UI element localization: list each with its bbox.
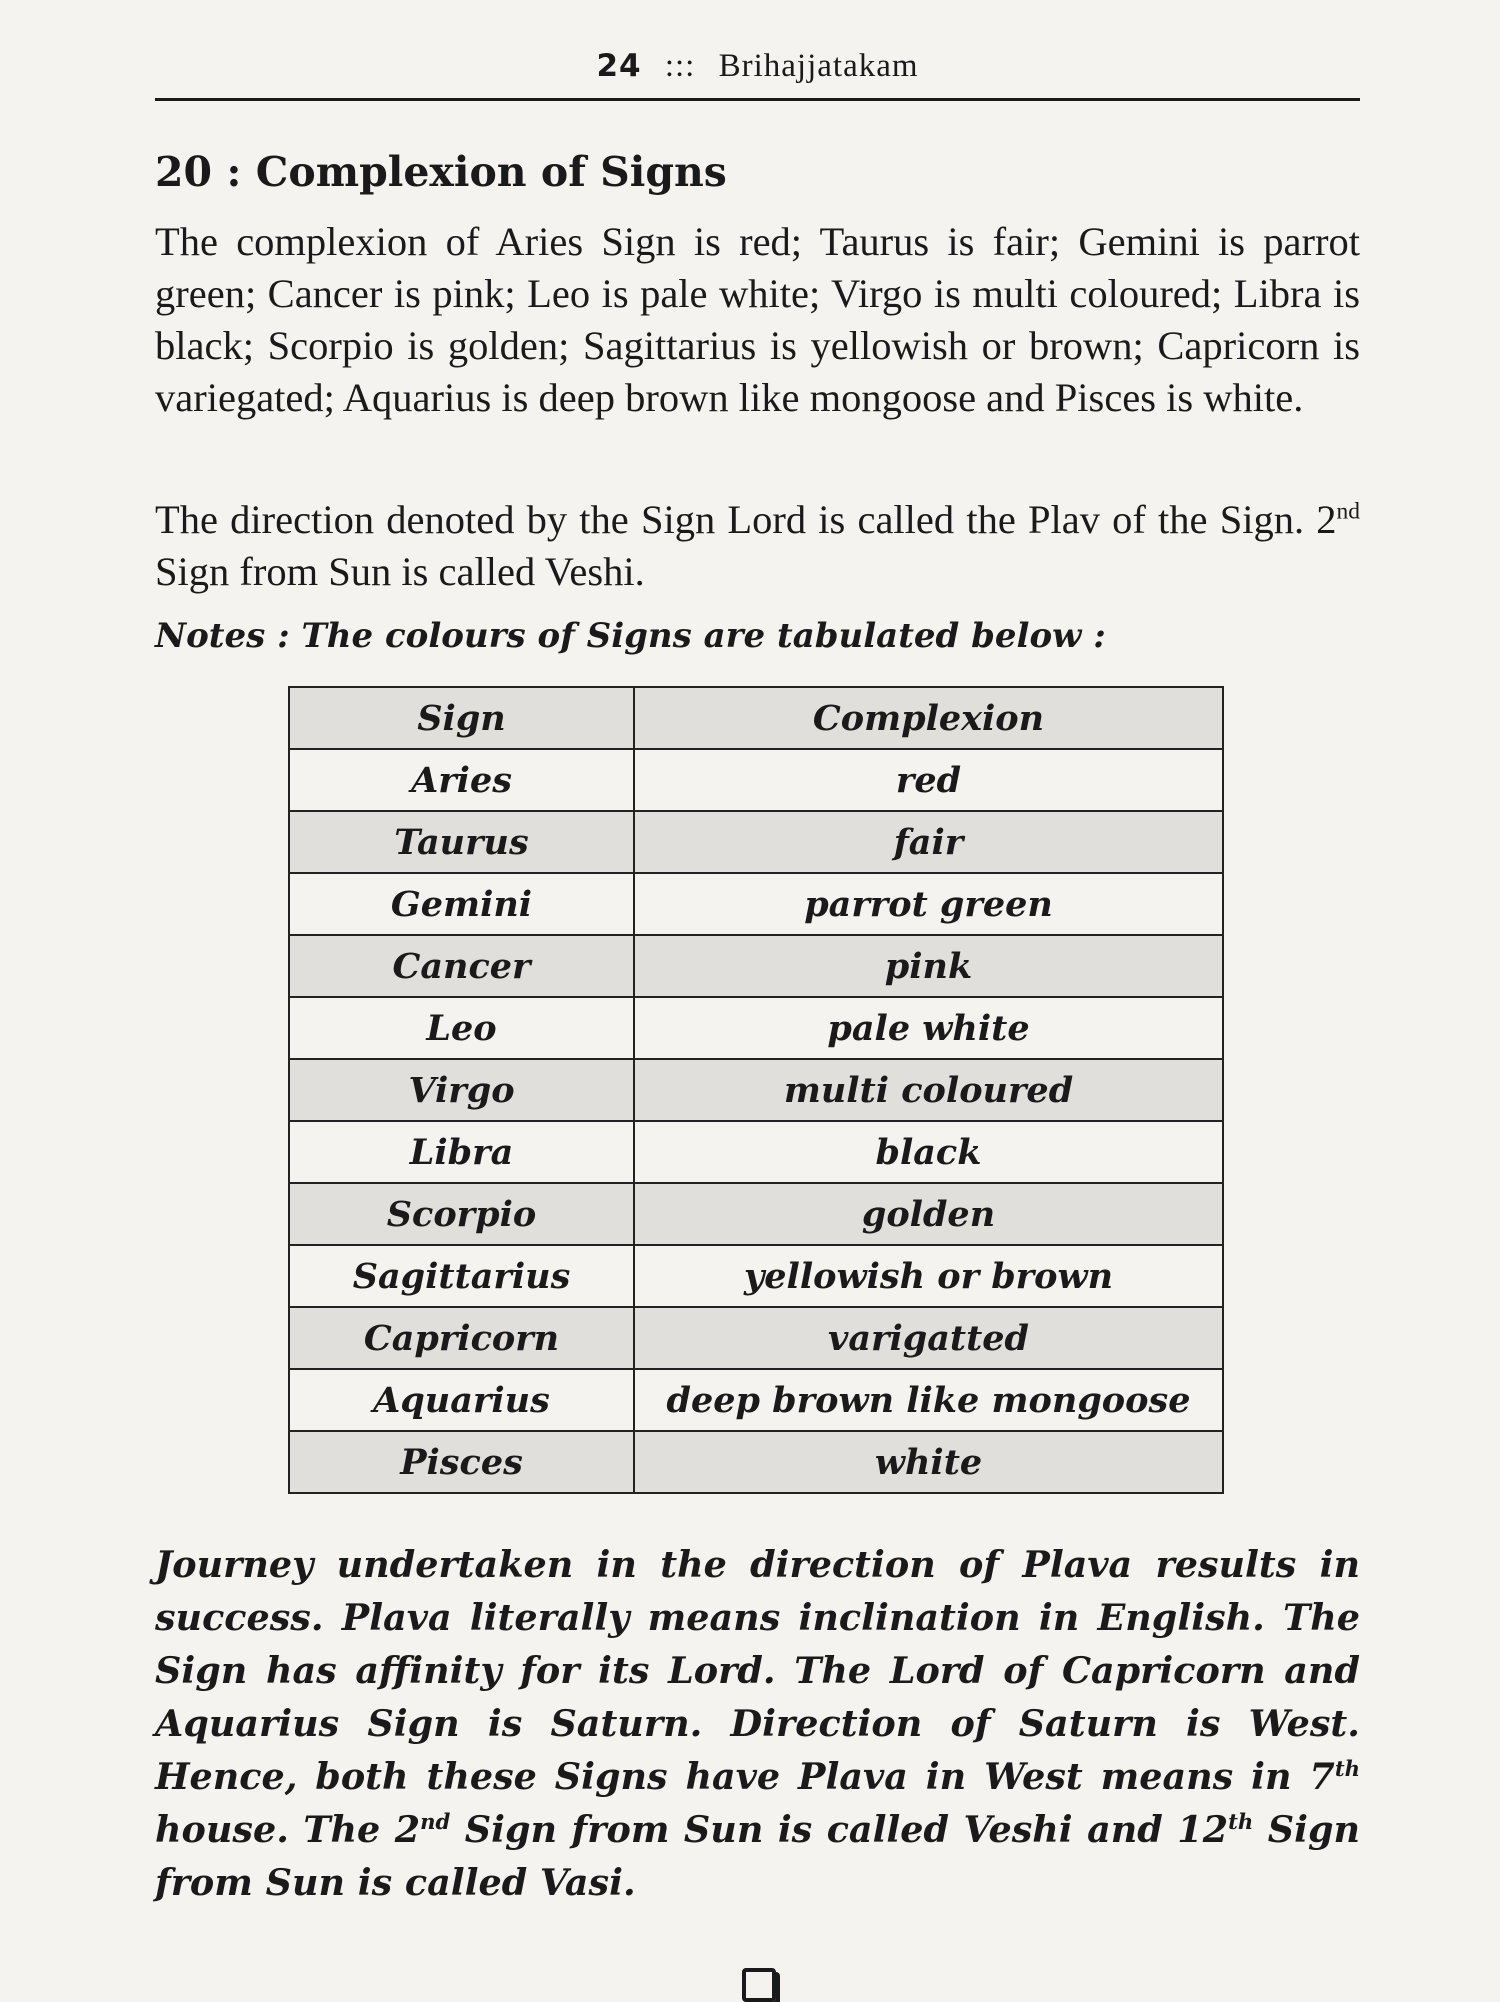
sign-cell: Virgo — [289, 1059, 634, 1121]
complexion-cell: golden — [634, 1183, 1223, 1245]
table-row — [289, 811, 1223, 873]
ordinal-suffix: th — [1228, 1808, 1254, 1834]
header-rule — [155, 98, 1360, 101]
table-row — [289, 1059, 1223, 1121]
end-of-section-square-icon — [742, 1968, 776, 2002]
table-row — [289, 1431, 1223, 1493]
complexion-cell: white — [634, 1431, 1223, 1493]
section-title: 20 : Complexion of Signs — [155, 148, 727, 196]
paragraph-complexion: The complexion of Aries Sign is red; Taurus is fair; Gemini is parrot green; Cancer is pink; Leo is pale white; Virgo is multi coloured; Libra is black; Scorpio is golden; Sagittarius is yellowish or brown; Capricorn is variegated; Aquarius is deep brown like mongoose and Pisces is white. — [155, 219, 1360, 420]
sign-cell: Libra — [289, 1121, 634, 1183]
closing-paragraph — [155, 1538, 1360, 1909]
sign-cell: Taurus — [289, 811, 634, 873]
ordinal-suffix: nd — [420, 1808, 451, 1834]
sign-cell: Gemini — [289, 873, 634, 935]
sign-cell: Scorpio — [289, 1183, 634, 1245]
column-header-complexion: Complexion — [634, 687, 1223, 749]
complexion-cell: yellowish or brown — [634, 1245, 1223, 1307]
complexion-cell: varigatted — [634, 1307, 1223, 1369]
notes-heading: Notes : The colours of Signs are tabulated below : — [155, 616, 1106, 656]
sign-cell: Sagittarius — [289, 1245, 634, 1307]
closing-text: Sign from Sun is called Vasi. — [155, 1808, 1360, 1904]
table-row — [289, 935, 1223, 997]
complexion-cell: black — [634, 1121, 1223, 1183]
paragraph-plav — [155, 494, 1360, 598]
sign-cell: Cancer — [289, 935, 634, 997]
complexion-cell: pink — [634, 935, 1223, 997]
table-row — [289, 873, 1223, 935]
page-number: 24 — [596, 48, 642, 84]
table-row — [289, 997, 1223, 1059]
sign-cell: Capricorn — [289, 1307, 634, 1369]
column-header-sign: Sign — [289, 687, 634, 749]
table-row — [289, 1369, 1223, 1431]
table-row — [289, 749, 1223, 811]
table-row — [289, 1121, 1223, 1183]
table-header-row — [289, 687, 1223, 749]
closing-text: Sign from Sun is called Veshi and 12 — [450, 1808, 1229, 1851]
table-row — [289, 1183, 1223, 1245]
complexion-cell: deep brown like mongoose — [634, 1369, 1223, 1431]
paragraph-plav-text-b: Sign from Sun is called Veshi. — [155, 549, 645, 594]
book-title: Brihajjatakam — [718, 48, 919, 84]
ordinal-suffix: nd — [1336, 498, 1360, 525]
sign-colour-table — [288, 686, 1224, 1494]
complexion-cell: fair — [634, 811, 1223, 873]
book-page — [155, 0, 1360, 2000]
complexion-cell: multi coloured — [634, 1059, 1223, 1121]
header-separator: ::: — [664, 48, 696, 84]
table-row — [289, 1307, 1223, 1369]
ordinal-suffix: th — [1334, 1755, 1360, 1781]
sign-cell: Pisces — [289, 1431, 634, 1493]
closing-text: house. The 2 — [155, 1808, 421, 1851]
paragraph-plav-text-a: The direction denoted by the Sign Lord is called the Plav of the Sign. 2 — [155, 497, 1337, 542]
running-head — [155, 48, 1360, 85]
complexion-cell: pale white — [634, 997, 1223, 1059]
table-row — [289, 1245, 1223, 1307]
complexion-cell: parrot green — [634, 873, 1223, 935]
closing-text: Journey undertaken in the direction of Plava results in success. Plava literally means inclination in English. The Sign has affinity for its Lord. The Lord of Capricorn and Aquarius Sign is Saturn. Direction of Saturn is West. Hence, both these Signs have Plava in West means in 7 — [155, 1543, 1360, 1798]
sign-cell: Aries — [289, 749, 634, 811]
sign-cell: Aquarius — [289, 1369, 634, 1431]
sign-cell: Leo — [289, 997, 634, 1059]
complexion-cell: red — [634, 749, 1223, 811]
